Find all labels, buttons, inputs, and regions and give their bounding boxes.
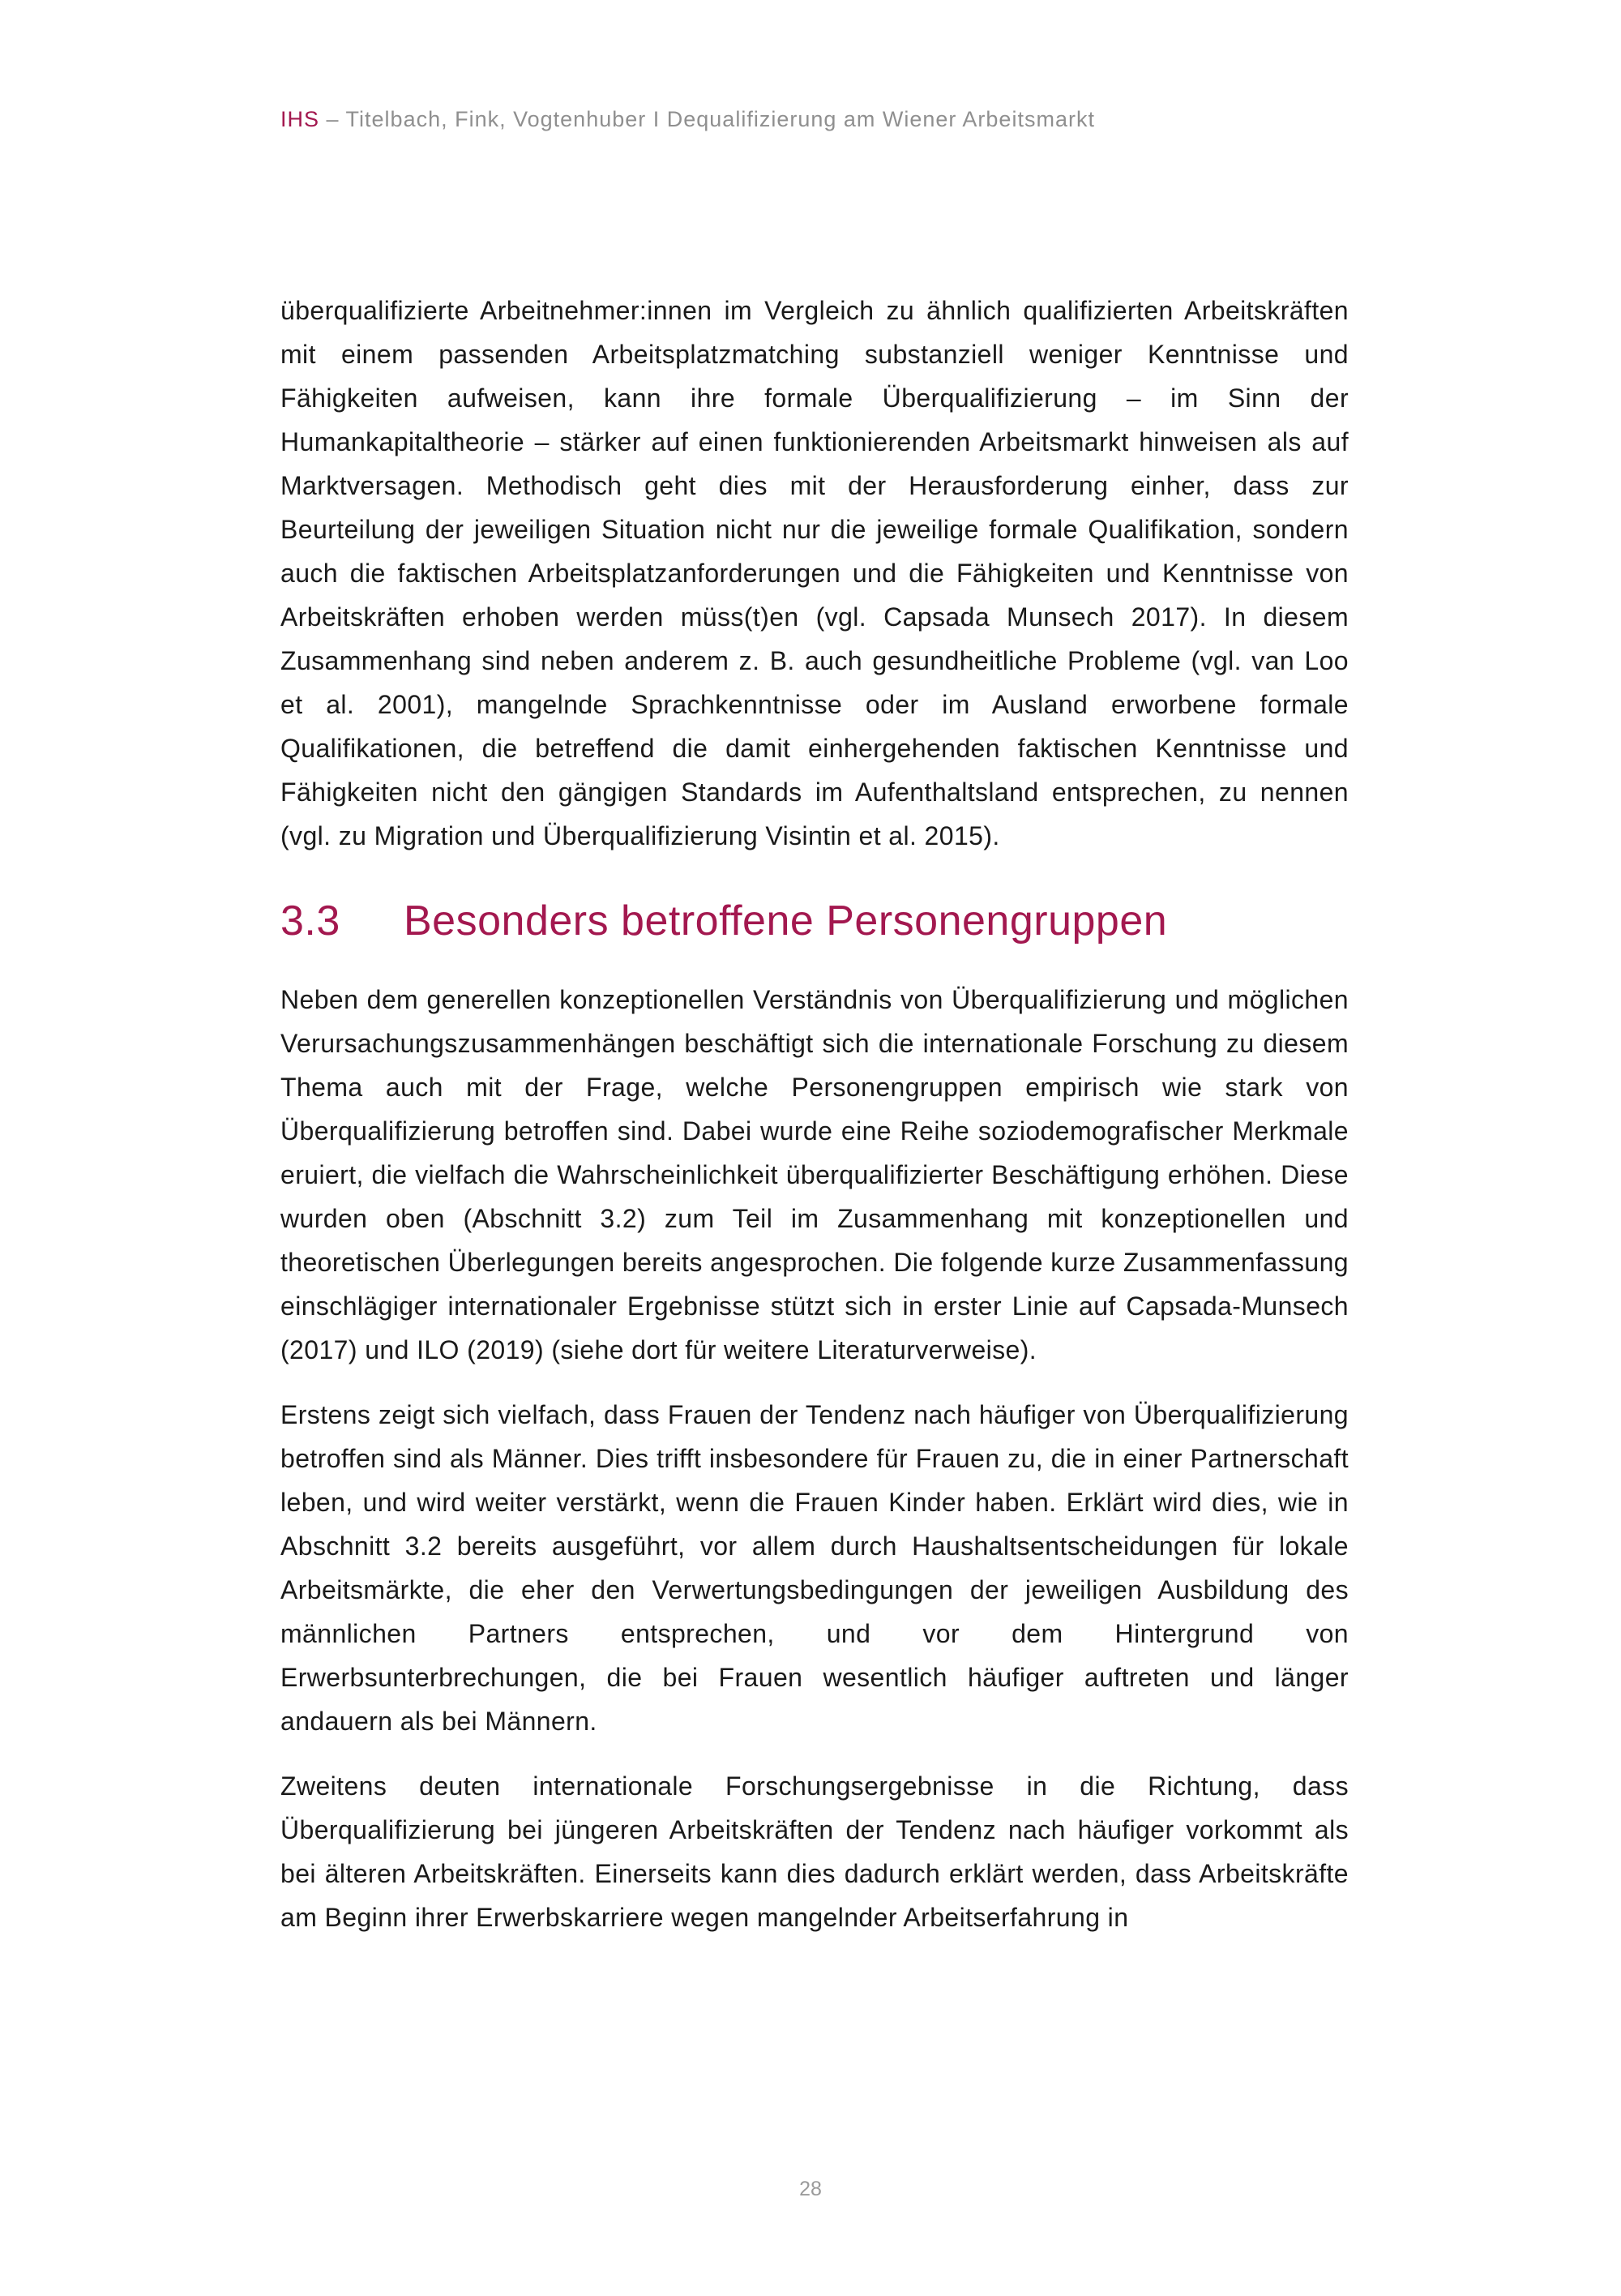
- page-content: [280, 289, 1349, 1939]
- section-title: Besonders betroffene Personengruppen: [404, 897, 1168, 945]
- running-header: [280, 107, 1095, 132]
- header-brand: IHS: [280, 107, 320, 131]
- body-paragraph-4: Zweitens deuten internationale Forschungsergebnisse in die Richtung, dass Überqualifizierung bei jüngeren Arbeitskräften der Tendenz nach häufiger vorkommt als bei älteren Arbeitskräften. Einerseits kann dies dadurch erklärt werden, dass Arbeitskräfte am Beginn ihrer Erwerbskarriere wegen mangelnder Arbeitserfahrung in: [280, 1771, 1349, 1932]
- body-paragraph-2: Neben dem generellen konzeptionellen Verständnis von Überqualifizierung und möglichen Verursachungszusammenhängen beschäftigt sich die internationale Forschung zu diesem Thema auch mit der Frage, welche Personengruppen empirisch wie stark von Überqualifizierung betroffen sind. Dabei wurde eine Reihe soziodemografischer Merkmale eruiert, die vielfach die Wahrscheinlichkeit überqualifizierter Beschäftigung erhöhen. Diese wurden oben (Abschnitt 3.2) zum Teil im Zusammenhang mit konzeptionellen und theoretischen Überlegungen bereits angesprochen. Die folgende kurze Zusammenfassung einschlägiger internationaler Ergebnisse stützt sich in erster Linie auf Capsada-Munsech (2017) und ILO (2019) (siehe dort für weitere Literaturverweise).: [280, 985, 1349, 1364]
- section-heading: [280, 895, 1349, 947]
- section-number: 3.3: [280, 897, 340, 945]
- body-paragraph-1: überqualifizierte Arbeitnehmer:innen im Vergleich zu ähnlich qualifizierten Arbeitskräften mit einem passenden Arbeitsplatzmatching substanziell weniger Kenntnisse und Fähigkeiten aufweisen, kann ihre formale Überqualifizierung – im Sinn der Humankapitaltheorie – stärker auf einen funktionierenden Arbeitsmarkt hinweisen als auf Marktversagen. Methodisch geht dies mit der Herausforderung einher, dass zur Beurteilung der jeweiligen Situation nicht nur die jeweilige formale Qualifikation, sondern auch die faktischen Arbeitsplatzanforderungen und die Fähigkeiten und Kenntnisse von Arbeitskräften erhoben werden müss(t)en (vgl. Capsada Munsech 2017). In diesem Zusammenhang sind neben anderem z. B. auch gesundheitliche Probleme (vgl. van Loo et al. 2001), mangelnde Sprachkenntnisse oder im Ausland erworbene formale Qualifikationen, die betreffend die damit einhergehenden faktischen Kenntnisse und Fähigkeiten nicht den gängigen Standards im Aufenthaltsland entsprechen, zu nennen (vgl. zu Migration und Überqualifizierung Visintin et al. 2015).: [280, 296, 1349, 850]
- header-text: – Titelbach, Fink, Vogtenhuber I Dequalifizierung am Wiener Arbeitsmarkt: [319, 107, 1095, 131]
- page-number: 28: [799, 2178, 822, 2200]
- body-paragraph-3: Erstens zeigt sich vielfach, dass Frauen der Tendenz nach häufiger von Überqualifizierung betroffen sind als Männer. Dies trifft insbesondere für Frauen zu, die in einer Partnerschaft leben, und wird weiter verstärkt, wenn die Frauen Kinder haben. Erklärt wird dies, wie in Abschnitt 3.2 bereits ausgeführt, vor allem durch Haushaltsentscheidungen für lokale Arbeitsmärkte, die eher den Verwertungsbedingungen der jeweiligen Ausbildung des männlichen Partners entsprechen, und vor dem Hintergrund von Erwerbsunterbrechungen, die bei Frauen wesentlich häufiger auftreten und länger andauern als bei Männern.: [280, 1400, 1349, 1736]
